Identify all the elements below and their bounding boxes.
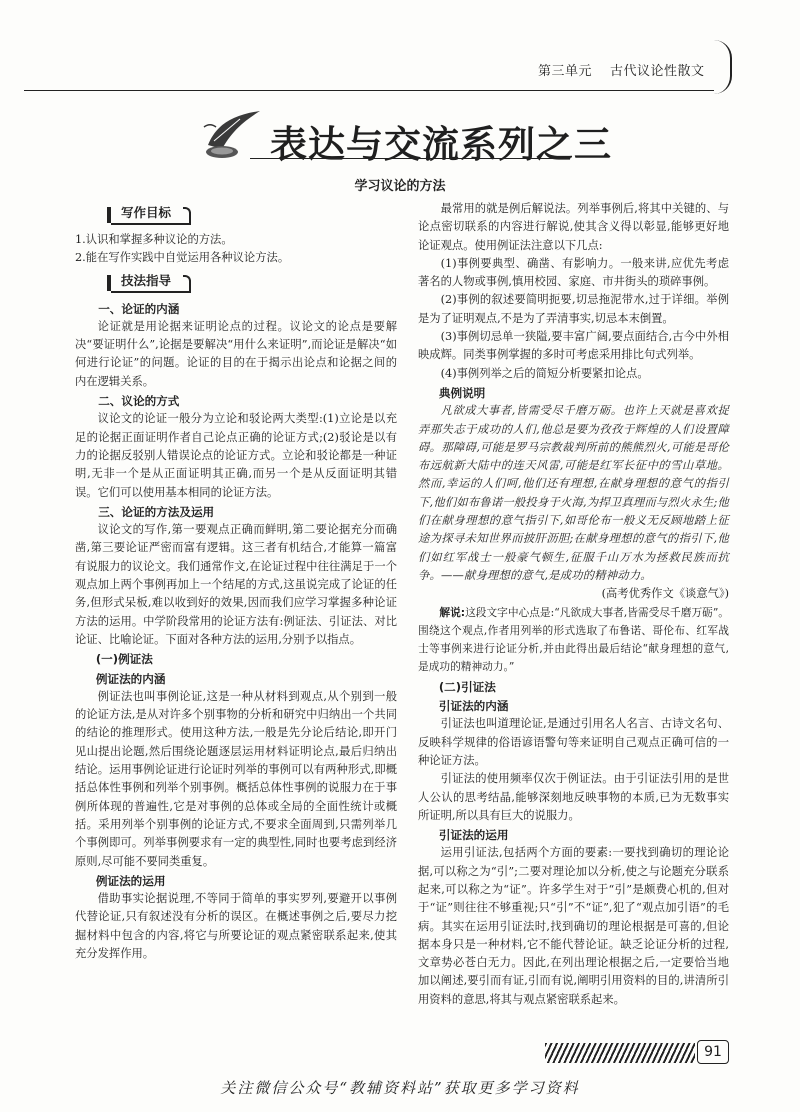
example-source: (高考优秀作文《谈意气》) xyxy=(601,587,729,601)
method-heading: (二)引证法 xyxy=(438,679,496,694)
method-heading: (一)例证法 xyxy=(95,652,153,667)
note-item: (3)事例切忌单一狭隘,要丰富广阔,要点面结合,古今中外相映成辉。同类事例掌握的多时可考虑采用排比句式列举。 xyxy=(418,330,729,362)
paragraph: 例证法也叫事例论证,这是一种从材料到观点,从个别到一般的论证方法,是从对许多个别事物的分析和研究中归纳出一个共同的结论的推理形式。使用这种方法,一般是先分论后结论,即开门见山提出论题,然后围绕论题逐层运用材料证明论点,最后归纳出结论。运用事例论证进行论证时列举的事例可以有两种形式,即概括总体性事例和列举个别事例。概括总体性事例的说服力在于事例所体现的普遍性,它是对事例的总体或全局的全面性统计或概括。采用列举个别事例的论证方式,不要求全面周到,只需列举几个事例即可。列举事例要求有一定的典型性,同时也要考虑到经济原则,尽可能不要同类重复。 xyxy=(75,689,397,868)
section-heading: 三、论证的方法及运用 xyxy=(98,504,215,519)
section-heading: 一、论证的内涵 xyxy=(98,301,180,316)
title-rule xyxy=(250,158,568,159)
guide-heading: 技法指导 xyxy=(111,272,189,293)
subsection-heading: 例证法的运用 xyxy=(95,873,166,888)
paragraph: 最常用的就是例后解说法。列举事例后,将其中关键的、与论点密切联系的内容进行解说,使其含义得以彰显,能够更好地论证观点。使用例证法注意以下几点: xyxy=(418,202,729,252)
analysis-label: 解说: xyxy=(439,605,466,619)
analysis-text: 这段文字中心点是:“凡欲成大事者,皆需受尽千磨万砺”。围绕这个观点,作者用列举的形式选取了布鲁诺、哥伦布、红军战士等事例来进行论证分析,并由此得出最后结论“献身理想的意气,是成功的精神动力。” xyxy=(418,605,729,674)
page-number: 91 xyxy=(697,1040,729,1064)
subsection-heading: 引证法的运用 xyxy=(438,828,509,843)
paragraph: 论证就是用论据来证明论点的过程。议论文的论点是要解决“要证明什么”,论据是要解决“用什么来证明”,而论证是解决“如何进行论证”的问题。论证的目的在于揭示出论点和论据之间的内在逻辑关系。 xyxy=(75,319,397,388)
header-bracket xyxy=(712,40,732,94)
paragraph: 引证法的使用频率仅次于例证法。由于引证法引用的是世人公认的思考结晶,能够深刻地反映事物的本质,已为无数事实所证明,所以具有巨大的说服力。 xyxy=(418,772,729,822)
paragraph: 引证法也叫道理论证,是通过引用名人名言、古诗文名句、反映科学规律的俗语谚语警句等来证明自己观点正确可信的一种论证方法。 xyxy=(418,717,729,767)
left-column xyxy=(75,200,397,963)
subsection-heading: 例证法的内涵 xyxy=(95,671,166,686)
series-title: 表达与交流系列之三 xyxy=(270,123,612,166)
footer-ad: 关注微信公众号“教辅资料站”获取更多学习资料 xyxy=(220,1079,580,1097)
header-rule xyxy=(24,90,714,91)
paragraph: 运用引证法,包括两个方面的要素:一要找到确切的理论论据,可以称之为“引”;二要对理论加以分析,使之与论题充分联系起来,可以称之为“证”。许多学生对于“引”是颇费心机的,但对于“证”则往往不够重视;只“引”不“证”,犯了“观点加引语”的毛病。其实在运用引证法时,找到确切的理论根据是可喜的,但论据本身只是一种材料,它不能代替论证。缺乏论证分析的过程,文章势必苍白无力。因此,在列出理论根据之后,一定要恰当地加以阐述,要引而有证,引而有说,阐明引用资料的目的,讲清所引用资料的意思,将其与观点紧密联系起来。 xyxy=(418,846,729,1006)
right-column xyxy=(418,200,729,1009)
paragraph: 借助事实论据说理,不等同于简单的事实罗列,要避开以事例代替论证,只有叙述没有分析的误区。在概述事例之后,要尽力挖掘材料中包含的内容,将它与所要论证的观点紧密联系起来,使其充分发挥作用。 xyxy=(75,892,397,960)
unit-title: 古代议论性散文 xyxy=(610,64,705,79)
note-item: (2)事例的叙述要简明扼要,切忌拖泥带水,过于详细。举例是为了证明观点,不是为了弄清事实,切忌本末倒置。 xyxy=(418,293,729,325)
note-item: (4)事例列举之后的简短分析要紧扣论点。 xyxy=(440,366,649,380)
article-subtitle: 学习议论的方法 xyxy=(354,179,446,194)
paragraph: 议论文的写作,第一要观点正确而鲜明,第二要论据充分而确凿,第三要论证严密而富有逻辑。这三者有机结合,才能算一篇富有说服力的议论文。我们通常作文,在论证过程中往往满足于一个观点加上两个事例再加上一个结尾的方式,这虽说完成了论证的任务,但形式呆板,难以收到好的效果,因而我们应学习掌握多种论证方法的运用。中学阶段常用的论证方法有:例证法、引证法、对比论证、比喻论证。下面对各种方法的运用,分别予以指点。 xyxy=(75,523,397,646)
example-passage: 凡欲成大事者,皆需受尽千磨万砺。也许上天就是喜欢捉弄那失志于成功的人们,他总是要为孜孜于辉煌的人们设置障碍。那障碍,可能是罗马宗教裁判所前的熊熊烈火,可能是哥伦布远航新大陆中的连天风雷,可能是红军长征中的雪山草地。然而,幸运的人们呵,他们还有理想,在献身理想的意气的指引下,他们如布鲁诺一般投身于火海,为捍卫真理而与烈火永生;他们在献身理想的意气指引下,如哥伦布一般义无反顾地踏上征途为探寻未知世界而披肝沥胆;在献身理想的意气的指引下,他们如红军战士一般豪气顿生,征服千山万水为拯救民族而抗争。——献身理想的意气,是成功的精神动力。 xyxy=(418,404,729,582)
example-heading: 典例说明 xyxy=(438,385,486,400)
paragraph: 议论文的论证一般分为立论和驳论两大类型:(1)立论是以充足的论据正面证明作者自己论点正确的论证方式;(2)驳论是以有力的论据反驳别人错误论点的论证方式。立论和驳论都是一种证明,无非一个是从正面证明其正确,而另一个是从反面证明其错误。它们可以使用基本相同的论证方法。 xyxy=(75,412,397,499)
note-item: (1)事例要典型、确凿、有影响力。一般来讲,应优先考虑著名的人物或事例,慎用校园、家庭、市井街头的琐碎事例。 xyxy=(418,256,729,289)
goals-heading: 写作目标 xyxy=(111,204,189,225)
goal-item: 2.能在写作实践中自觉运用各种议论方法。 xyxy=(75,251,290,265)
unit-label: 第三单元 xyxy=(538,64,593,79)
quill-inkstone-icon xyxy=(200,105,268,161)
subsection-heading: 引证法的内涵 xyxy=(438,699,509,714)
section-heading: 二、议论的方式 xyxy=(98,394,180,409)
footer-stripes xyxy=(545,1043,695,1063)
goal-item: 1.认识和掌握多种议论的方法。 xyxy=(75,233,233,246)
analysis xyxy=(418,604,729,677)
